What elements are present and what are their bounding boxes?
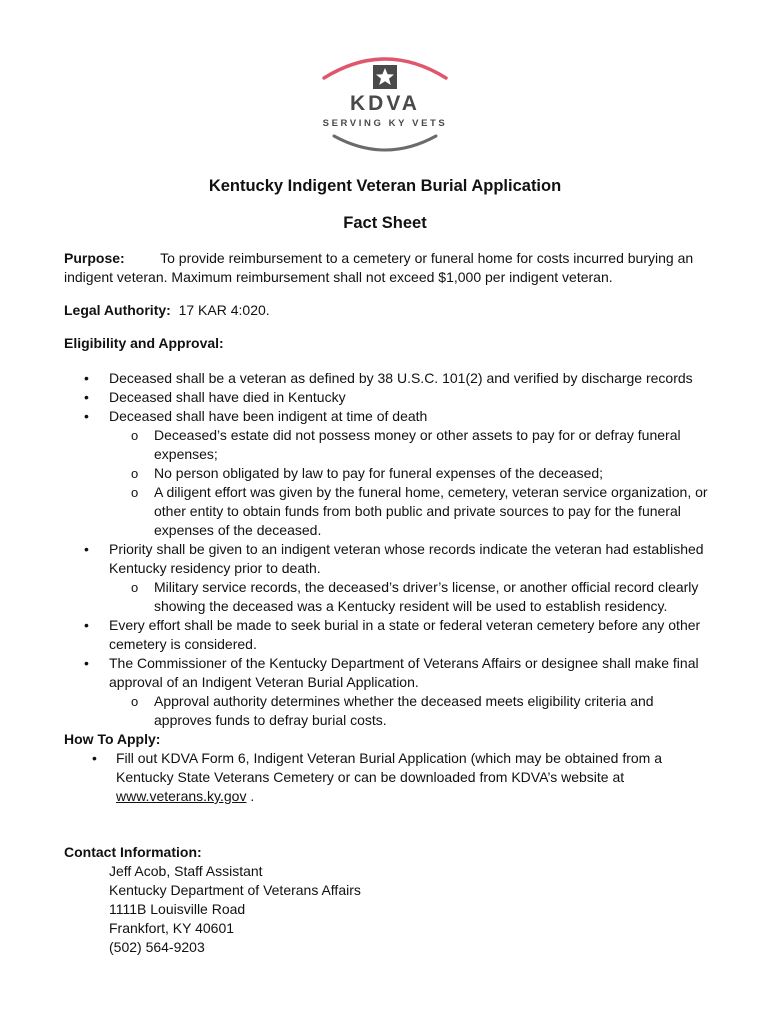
- document-subtitle: Fact Sheet: [343, 214, 427, 232]
- list-item: [64, 369, 714, 388]
- sub-list-item: o Military service records, the deceased’s driver’s license, or another official record clearly showing the deceased was a Kentucky resident will be used to establish residency.: [109, 578, 714, 616]
- apply-heading: [64, 730, 714, 749]
- sub-list: [109, 426, 714, 540]
- kdva-logo-graphic: [310, 52, 460, 162]
- contact-name: Jeff Acob, Staff Assistant: [109, 863, 263, 879]
- legal-authority: [64, 301, 714, 320]
- contact-block: [64, 862, 714, 957]
- list-item-text: Deceased shall have been indigent at time of death: [109, 408, 428, 424]
- list-item-text: Every effort shall be made to seek burial in a state or federal veteran cemetery before any other cemetery is considered.: [109, 617, 701, 652]
- contact-phone: (502) 564-9203: [109, 939, 205, 955]
- purpose-text: To provide reimbursement to a cemetery or funeral home for costs incurred burying an indigent veteran. Maximum reimbursement shall not exceed $1,000 per indigent veteran.: [64, 250, 694, 285]
- sub-list-item: o Approval authority determines whether the deceased meets eligibility criteria and approves funds to defray burial costs.: [109, 692, 714, 730]
- eligibility-heading-text: Eligibility and Approval:: [64, 335, 224, 351]
- star-icon: [373, 65, 397, 89]
- website-link[interactable]: www.veterans.ky.gov: [116, 788, 247, 804]
- contact-city: Frankfort, KY 40601: [109, 920, 235, 936]
- apply-after-text: .: [246, 788, 255, 804]
- eligibility-heading: [64, 334, 714, 353]
- apply-text: Fill out KDVA Form 6, Indigent Veteran Burial Application (which may be obtained from a Kentucky State Veterans Cemetery or can be downloaded from KDVA’s website at: [116, 750, 663, 785]
- eligibility-list: [64, 369, 714, 730]
- legal-text: 17 KAR 4:020.: [178, 302, 270, 318]
- sub-list: [109, 692, 714, 730]
- sub-list-item: o No person obligated by law to pay for funeral expenses of the deceased;: [109, 464, 714, 483]
- list-item-text: Deceased shall be a veteran as defined by 38 U.S.C. 101(2) and verified by discharge records: [109, 370, 693, 386]
- sub-list: [109, 578, 714, 616]
- apply-list: [64, 749, 714, 806]
- logo-bottom-arc: [334, 136, 436, 150]
- purpose-label: Purpose:: [64, 250, 125, 266]
- apply-heading-text: How To Apply:: [64, 731, 161, 747]
- list-item-text: Deceased shall have died in Kentucky: [109, 389, 346, 405]
- logo-tagline: SERVING KY VETS: [322, 118, 448, 129]
- list-item: [64, 388, 714, 407]
- contact-heading: [64, 843, 714, 862]
- document-body: [64, 249, 714, 957]
- list-item-text: Priority shall be given to an indigent veteran whose records indicate the veteran had established Kentucky residency prior to death.: [109, 541, 704, 576]
- list-item: [64, 407, 714, 540]
- purpose-paragraph: [64, 249, 714, 287]
- sub-list-item: o A diligent effort was given by the funeral home, cemetery, veteran service organization, or other entity to obtain funds from both public and private sources to pay for the funeral expenses of the deceased.: [109, 483, 714, 540]
- document-title: Kentucky Indigent Veteran Burial Application: [208, 177, 562, 195]
- legal-label: Legal Authority:: [64, 302, 171, 318]
- kdva-logo: [310, 52, 460, 162]
- list-item: [64, 749, 714, 806]
- contact-street: 1111B Louisville Road: [109, 901, 246, 917]
- list-item: [64, 616, 714, 654]
- sub-list-item: o Deceased’s estate did not possess money or other assets to pay for or defray funeral expenses;: [109, 426, 714, 464]
- contact-department: Kentucky Department of Veterans Affairs: [109, 882, 361, 898]
- list-item: [64, 540, 714, 616]
- logo-name: KDVA: [350, 92, 420, 115]
- list-item: [64, 654, 714, 730]
- list-item-text: The Commissioner of the Kentucky Department of Veterans Affairs or designee shall make final approval of an Indigent Veteran Burial Application.: [109, 655, 699, 690]
- contact-heading-text: Contact Information:: [64, 844, 202, 860]
